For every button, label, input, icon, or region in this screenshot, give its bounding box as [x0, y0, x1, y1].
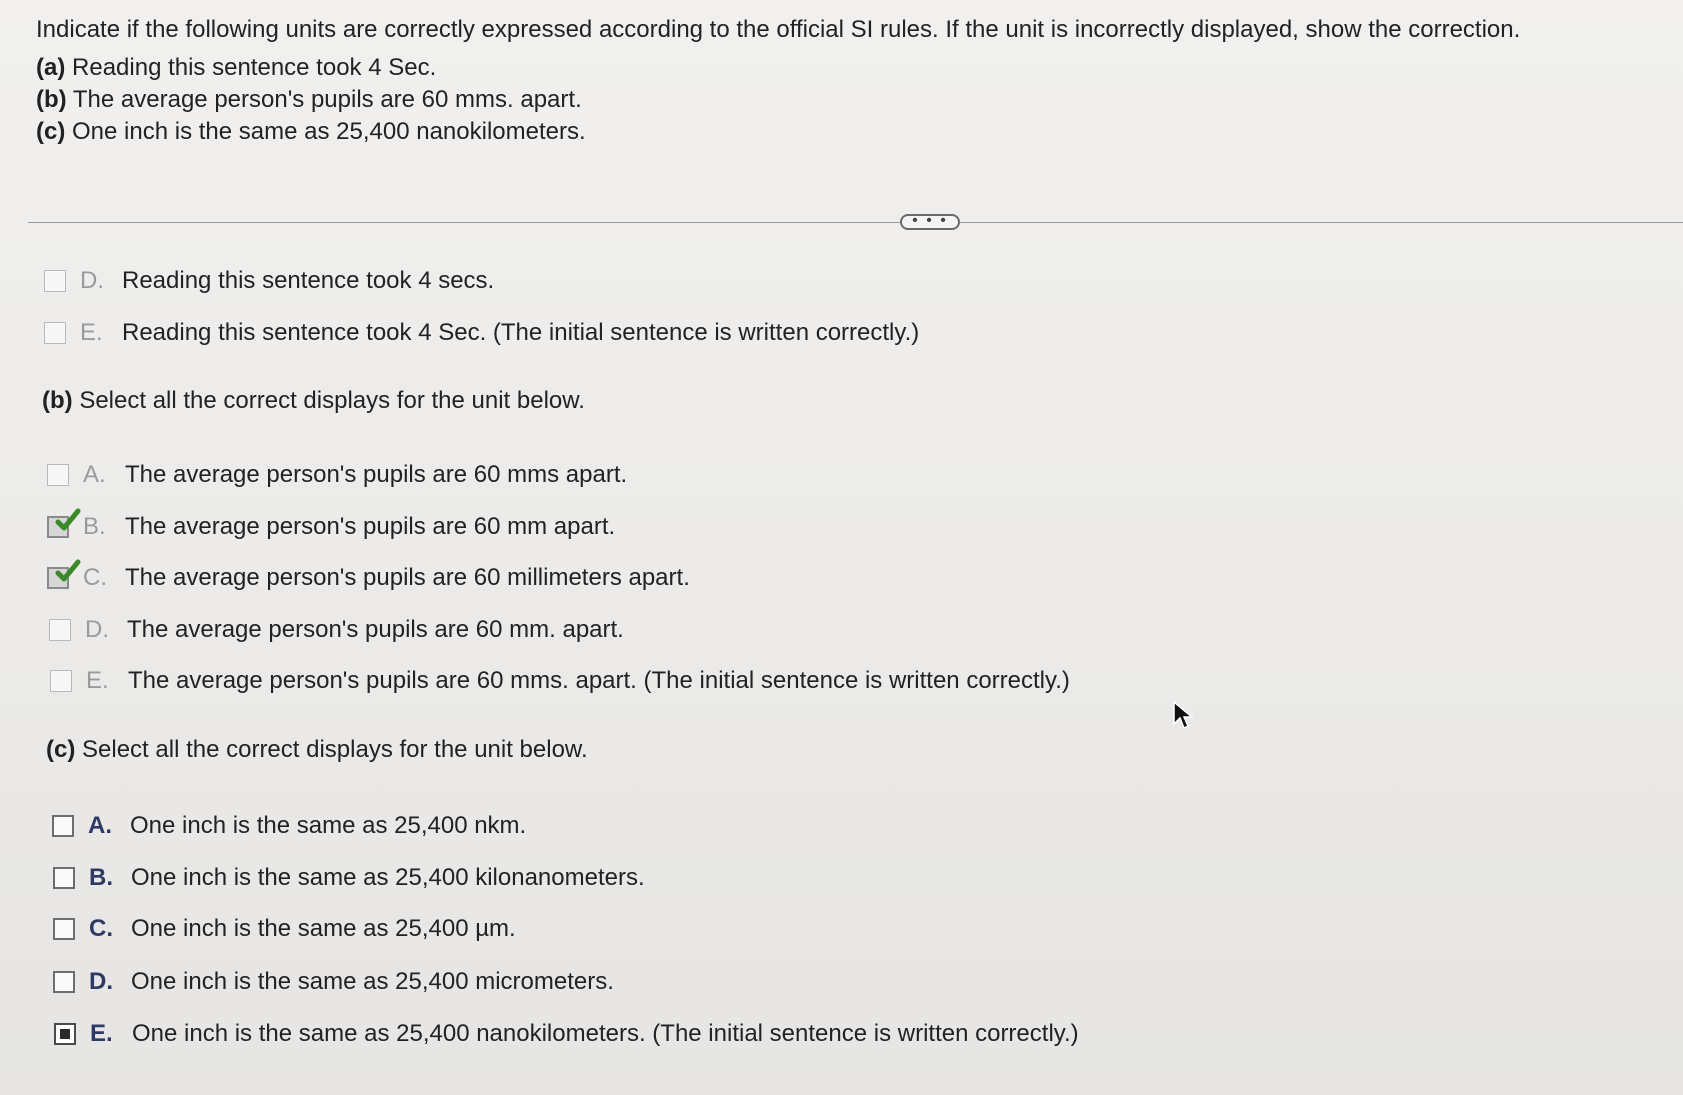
option-a-D[interactable]: [44, 264, 494, 298]
option-c-E[interactable]: [54, 1017, 1079, 1051]
option-text: The average person's pupils are 60 mm apart.: [125, 513, 616, 540]
option-c-A[interactable]: [52, 809, 526, 843]
option-c-D[interactable]: [53, 965, 614, 999]
green-check-icon: [55, 508, 81, 534]
question-part-a: [36, 52, 1656, 84]
option-text: One inch is the same as 25,400 µm.: [131, 915, 516, 942]
option-letter: B.: [83, 513, 106, 540]
checkbox[interactable]: [53, 971, 75, 993]
option-letter: E.: [80, 319, 103, 346]
expand-button[interactable]: • • •: [900, 214, 960, 230]
option-letter: D.: [85, 616, 109, 643]
option-letter: D.: [89, 968, 113, 995]
section-b-prompt: [42, 385, 585, 417]
option-b-B[interactable]: [47, 510, 615, 544]
option-text: Reading this sentence took 4 secs.: [122, 267, 495, 294]
checkbox[interactable]: [53, 867, 75, 889]
checkbox[interactable]: [49, 619, 71, 641]
question-part-b: [36, 84, 1656, 116]
checkbox-selected[interactable]: [54, 1023, 76, 1045]
green-check-icon: [55, 559, 81, 585]
option-text: The average person's pupils are 60 mms. apart. (The initial sentence is written correctly.): [128, 667, 1070, 694]
option-b-E[interactable]: [50, 664, 1070, 698]
option-letter: C.: [83, 564, 107, 591]
option-text: One inch is the same as 25,400 micrometers.: [131, 968, 614, 995]
question-prompt: [36, 14, 1656, 148]
mouse-pointer-icon: [1172, 700, 1194, 732]
part-label: (a): [36, 54, 66, 81]
section-divider: [28, 222, 1683, 223]
option-b-C[interactable]: [47, 561, 690, 595]
option-letter: E.: [86, 667, 109, 694]
option-text: The average person's pupils are 60 mm. apart.: [127, 616, 624, 643]
option-letter: A.: [88, 812, 112, 839]
option-letter: A.: [83, 461, 106, 488]
option-a-E[interactable]: [44, 316, 919, 350]
option-letter: E.: [90, 1020, 113, 1047]
part-text: The average person's pupils are 60 mms. apart.: [72, 86, 582, 113]
option-text: One inch is the same as 25,400 kilonanometers.: [131, 864, 645, 891]
question-parts: [36, 52, 1656, 148]
option-b-D[interactable]: [49, 613, 624, 647]
option-text: Reading this sentence took 4 Sec. (The initial sentence is written correctly.): [122, 319, 920, 346]
section-prompt-text: Select all the correct displays for the unit below.: [79, 387, 585, 414]
option-c-B[interactable]: [53, 861, 645, 895]
section-prompt-text: Select all the correct displays for the unit below.: [82, 736, 588, 763]
checkbox-checked[interactable]: [47, 567, 69, 589]
checkbox[interactable]: [50, 670, 72, 692]
checkbox[interactable]: [53, 918, 75, 940]
checkbox[interactable]: [47, 464, 69, 486]
part-text: One inch is the same as 25,400 nanokilometers.: [72, 118, 586, 145]
option-text: The average person's pupils are 60 mms apart.: [125, 461, 628, 488]
checkbox[interactable]: [44, 270, 66, 292]
option-letter: D.: [80, 267, 104, 294]
checkbox[interactable]: [52, 815, 74, 837]
question-part-c: [36, 116, 1656, 148]
checkbox-checked[interactable]: [47, 516, 69, 538]
option-text: One inch is the same as 25,400 nkm.: [130, 812, 527, 839]
option-b-A[interactable]: [47, 458, 627, 492]
section-label: (b): [42, 387, 73, 414]
section-label: (c): [46, 736, 76, 763]
option-text: The average person's pupils are 60 millimeters apart.: [125, 564, 690, 591]
instructions-text: Indicate if the following units are correctly expressed according to the official SI rules. If the unit is incorrectly displayed, show the correction.: [36, 16, 1521, 43]
part-label: (b): [36, 86, 67, 113]
option-letter: B.: [89, 864, 113, 891]
part-text: Reading this sentence took 4 Sec.: [72, 54, 437, 81]
section-c-prompt: [46, 734, 588, 766]
checkbox[interactable]: [44, 322, 66, 344]
option-text: One inch is the same as 25,400 nanokilometers. (The initial sentence is written correctly.): [132, 1020, 1079, 1047]
option-letter: C.: [89, 915, 113, 942]
part-label: (c): [36, 118, 66, 145]
option-c-C[interactable]: [53, 912, 516, 946]
